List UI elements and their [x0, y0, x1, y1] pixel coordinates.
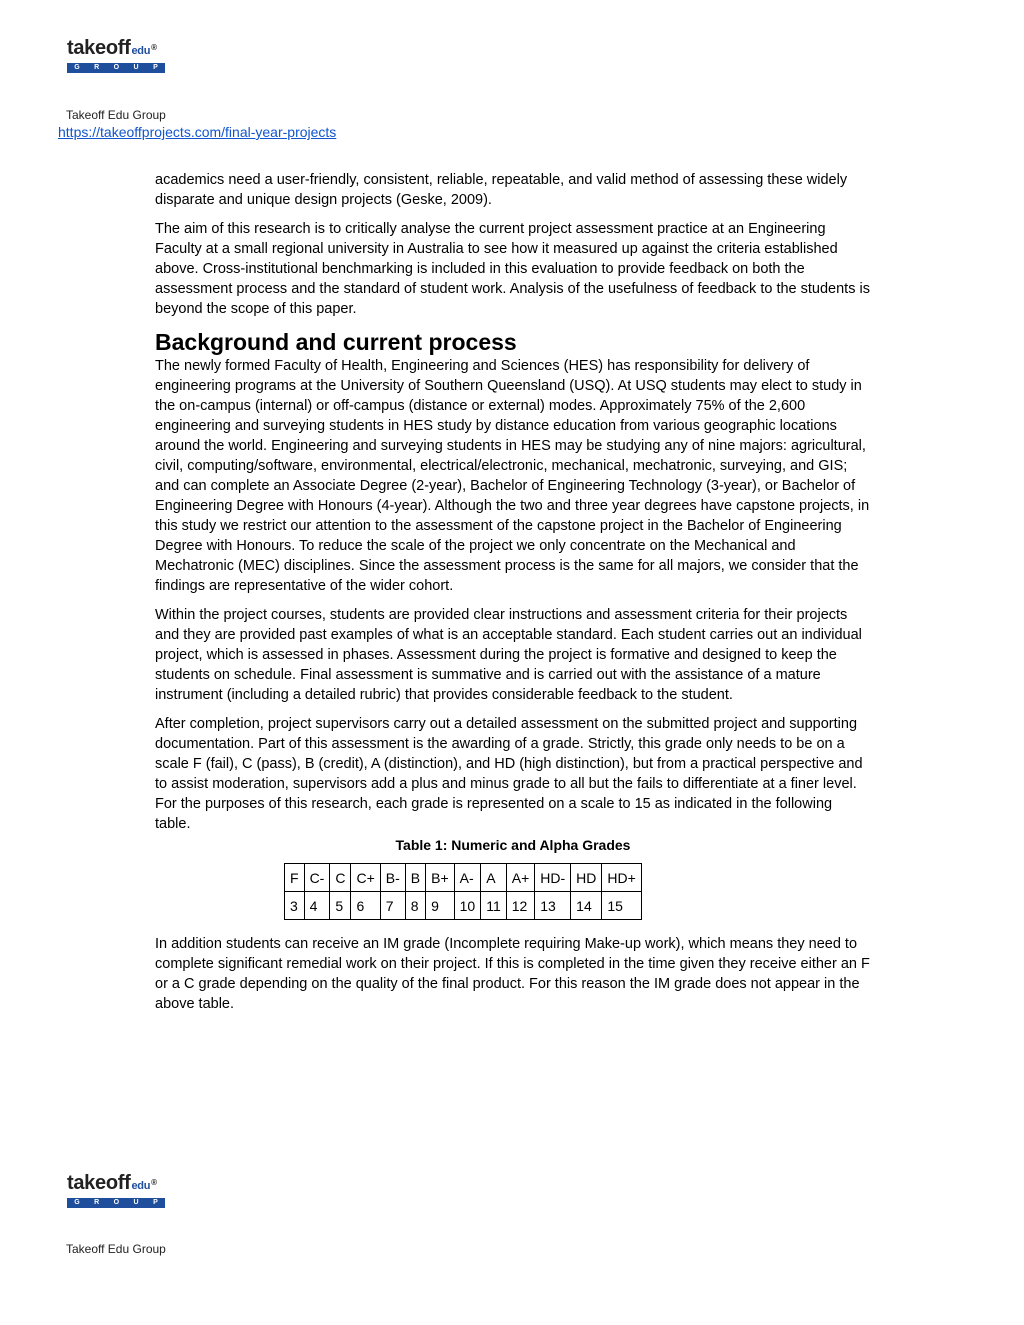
- table-cell: C+: [351, 864, 380, 892]
- table-caption: Table 1: Numeric and Alpha Grades: [395, 837, 631, 853]
- table-cell: C: [330, 864, 351, 892]
- table-cell: 13: [535, 892, 571, 920]
- table-cell: 6: [351, 892, 380, 920]
- footer-logo: [67, 1173, 167, 1208]
- paragraph: Within the project courses, students are provided clear instructions and assessment criteria for their projects and they are provided past examples of what is an acceptable standard. Each student carries out an individual project, which is assessed in phases. Assessment during the project is formative and designed to keep the students on schedule. Final assessment is summative and is carried out with the assistance of a mature instrument (including a detailed rubric) that provides considerable feedback to the student.: [155, 607, 862, 703]
- table-cell: 4: [304, 892, 330, 920]
- section-heading: Background and current process: [155, 329, 517, 355]
- table-cell: 12: [506, 892, 535, 920]
- table-cell: 5: [330, 892, 351, 920]
- grades-table: [284, 863, 642, 920]
- table-cell: HD-: [535, 864, 571, 892]
- table-cell: C-: [304, 864, 330, 892]
- paragraph: In addition students can receive an IM grade (Incomplete requiring Make-up work), which means they need to complete significant remedial work on their project. If this is completed in the time given they receive either an F or a C grade depending on the quality of the final product. For this reason the IM grade does not appear in the above table.: [155, 936, 870, 1012]
- table-cell: HD: [571, 864, 602, 892]
- table-cell: 15: [602, 892, 641, 920]
- table-cell: A+: [506, 864, 535, 892]
- header-projects-link[interactable]: https://takeoffprojects.com/final-year-projects: [58, 124, 337, 140]
- logo-wordmark: takeoffedu®: [67, 37, 157, 59]
- document-body: [155, 170, 871, 1023]
- table-cell: B-: [380, 864, 405, 892]
- footer-org-name: Takeoff Edu Group: [66, 1242, 166, 1256]
- table-cell: 7: [380, 892, 405, 920]
- table-cell: A: [481, 864, 507, 892]
- table-cell: HD+: [602, 864, 641, 892]
- table-cell: 3: [285, 892, 305, 920]
- paragraph: After completion, project supervisors carry out a detailed assessment on the submitted project and supporting documentation. Part of this assessment is the awarding of a grade. Strictly, this grade only needs to be on a scale F (fail), C (pass), B (credit), A (distinction), and HD (high distinction), but from a practical perspective and to assist moderation, supervisors add a plus and minus grade to all but the fails to differentiate at a finer level. For the purposes of this research, each grade is represented on a scale to 15 as indicated in the following table.: [155, 716, 863, 832]
- table-cell: A-: [454, 864, 481, 892]
- table-cell: B+: [426, 864, 455, 892]
- logo-group-band: G R O U P: [67, 63, 165, 73]
- table-row-alpha: [285, 864, 642, 892]
- table-cell: B: [405, 864, 425, 892]
- table-cell: 9: [426, 892, 455, 920]
- table-cell: 14: [571, 892, 602, 920]
- table-cell: 10: [454, 892, 481, 920]
- table-cell: 11: [481, 892, 507, 920]
- paragraph: The aim of this research is to critically analyse the current project assessment practice at an Engineering Faculty at a small regional university in Australia to see how it measured up against the criteria established above. Cross-institutional benchmarking is included in this evaluation to provide feedback on both the assessment process and the standard of student work. Analysis of the usefulness of feedback to the students is beyond the scope of this paper.: [155, 221, 870, 317]
- header-org-name: Takeoff Edu Group: [66, 108, 166, 122]
- logo-wordmark: takeoffedu®: [67, 1172, 157, 1194]
- table-cell: 8: [405, 892, 425, 920]
- table-cell: F: [285, 864, 305, 892]
- paragraph: The newly formed Faculty of Health, Engineering and Sciences (HES) has responsibility for delivery of engineering programs at the University of Southern Queensland (USQ). At USQ students may elect to study in the on-campus (internal) or off-campus (distance or external) modes. Approximately 75% of the 2,600 engineering and surveying students in HES study by distance education from various geographic locations around the world. Engineering and surveying students in HES may be studying any of nine majors: agricultural, civil, computing/software, environmental, electrical/electronic, mechanical, mechatronic, surveying, and GIS; and can complete an Associate Degree (2-year), Bachelor of Engineering Technology (3-year), or Bachelor of Engineering Degree with Honours (4-year). Although the two and three year degrees have capstone projects, in this study we restrict our attention to the assessment of the capstone project in the Bachelor of Engineering Degree with Honours. To reduce the scale of the project we only concentrate on the Mechanical and Mechatronic (MEC) disciplines. Since the assessment process is the same for all majors, we consider that the findings are representative of the wider cohort.: [155, 358, 870, 594]
- paragraph: academics need a user-friendly, consistent, reliable, repeatable, and valid method of assessing these widely disparate and unique design projects (Geske, 2009).: [155, 172, 848, 208]
- logo-group-band: G R O U P: [67, 1198, 165, 1208]
- company-logo: [67, 38, 167, 73]
- table-row-numeric: [285, 892, 642, 920]
